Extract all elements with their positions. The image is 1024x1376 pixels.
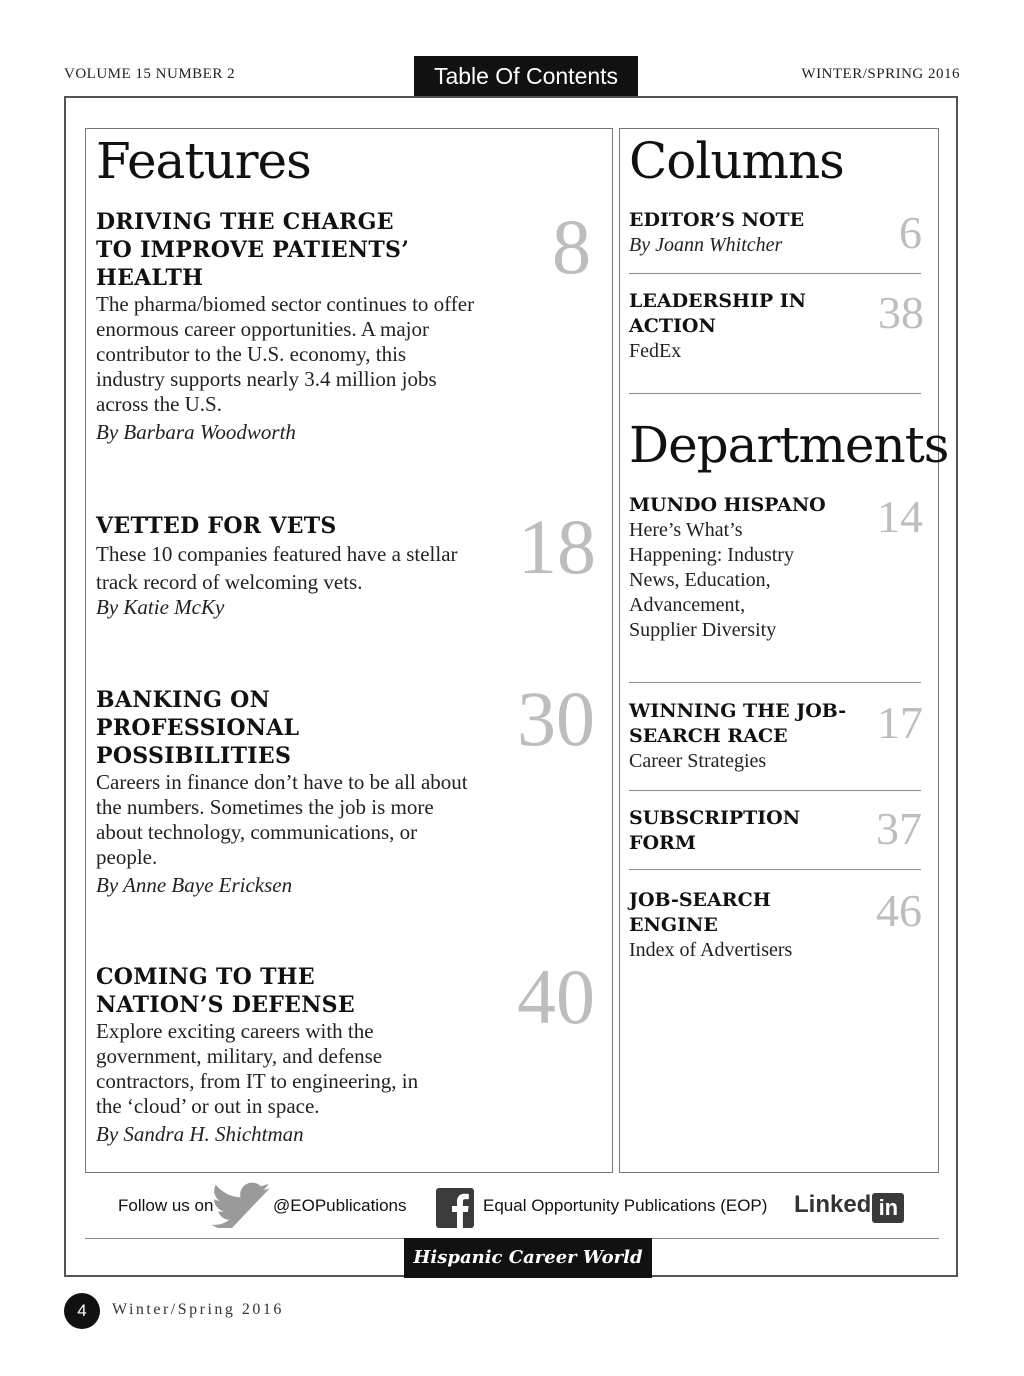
feature-page-number: 8 <box>552 203 591 290</box>
department-title: WINNING THE JOB-SEARCH RACE <box>629 700 847 747</box>
column-page-number: 6 <box>899 207 922 258</box>
twitter-icon[interactable] <box>210 1182 272 1228</box>
facebook-icon[interactable] <box>436 1188 474 1228</box>
feature-description: The pharma/biomed sector continues to offer enormous career opportunities. A major contributor to the U.S. economy, this industry supports nearly 3.4 million jobs across the U.S. <box>96 292 475 416</box>
column-page-number: 38 <box>878 287 924 338</box>
department-page-number: 14 <box>877 491 923 542</box>
column-title: EDITOR’S NOTE <box>629 209 805 231</box>
department-title: SUBSCRIPTION FORM <box>629 807 801 854</box>
columns-heading: Columns <box>629 132 844 190</box>
feature-description: Careers in finance don’t have to be all about the numbers. Sometimes the job is more about technology, communications, or people. <box>96 770 468 869</box>
volume-number: VOLUME 15 NUMBER 2 <box>64 66 236 82</box>
department-description: Index of Advertisers <box>629 939 793 961</box>
department-item[interactable] <box>629 493 849 643</box>
feature-byline: By Barbara Woodworth <box>96 420 296 444</box>
twitter-handle[interactable]: @EOPublications <box>273 1196 407 1215</box>
feature-item[interactable] <box>96 686 476 899</box>
department-title: MUNDO HISPANO <box>629 494 826 516</box>
feature-page-number: 30 <box>517 675 595 762</box>
feature-byline: By Sandra H. Shichtman <box>96 1122 304 1146</box>
linkedin-logo[interactable] <box>794 1185 904 1225</box>
feature-description: Explore exciting careers with the government, military, and defense contractors, from IT to engineering, in the ‘cloud’ or out in space. <box>96 1019 419 1118</box>
linkedin-wordmark: Linked <box>794 1191 872 1218</box>
column-item[interactable] <box>629 289 809 364</box>
department-page-number: 46 <box>876 885 922 936</box>
divider <box>629 393 921 394</box>
columns-panel <box>619 128 939 1173</box>
feature-title: VETTED FOR VETS <box>96 513 337 539</box>
feature-title: DRIVING THE CHARGE TO IMPROVE PATIENTS’ HEALTH <box>96 209 410 291</box>
page-number-badge: 4 <box>64 1293 100 1329</box>
follow-label: Follow us on <box>118 1196 214 1215</box>
department-description: Career Strategies <box>629 750 767 772</box>
column-byline: By Joann Whitcher <box>629 234 783 256</box>
linkedin-icon: in <box>872 1193 904 1223</box>
department-item[interactable] <box>629 888 849 963</box>
divider <box>629 273 921 274</box>
divider <box>629 869 921 870</box>
issue-date: WINTER/SPRING 2016 <box>801 66 960 82</box>
department-page-number: 37 <box>876 803 922 854</box>
feature-title: BANKING ON PROFESSIONAL POSSIBILITIES <box>96 687 300 769</box>
department-title: JOB-SEARCH ENGINE <box>629 889 771 936</box>
feature-byline: By Katie McKy <box>96 595 225 619</box>
feature-page-number: 40 <box>517 953 595 1040</box>
facebook-page-name[interactable]: Equal Opportunity Publications (EOP) <box>483 1196 768 1215</box>
column-title: LEADERSHIP IN ACTION <box>629 290 807 337</box>
department-description: Here’s What’s Happening: Industry News, Education, Advancement, Supplier Diversity <box>629 519 794 641</box>
feature-byline: By Anne Baye Ericksen <box>96 873 293 897</box>
features-heading: Features <box>96 132 311 190</box>
divider <box>629 790 921 791</box>
feature-item[interactable] <box>96 512 476 621</box>
divider <box>629 682 921 683</box>
column-description: FedEx <box>629 340 682 362</box>
department-item[interactable] <box>629 806 819 856</box>
feature-title: COMING TO THE NATION’S DEFENSE <box>96 964 355 1018</box>
feature-item[interactable] <box>96 208 476 446</box>
department-item[interactable] <box>629 699 869 774</box>
feature-page-number: 18 <box>518 503 596 590</box>
feature-description: These 10 companies featured have a stellar track record of welcoming vets. <box>96 542 458 594</box>
departments-heading: Departments <box>629 416 949 474</box>
footer-issue: Winter/Spring 2016 <box>112 1301 284 1318</box>
page-title: Table Of Contents <box>414 56 638 96</box>
department-page-number: 17 <box>877 697 923 748</box>
feature-item[interactable] <box>96 963 456 1148</box>
magazine-name: Hispanic Career World <box>404 1238 652 1278</box>
column-item[interactable] <box>629 208 859 258</box>
